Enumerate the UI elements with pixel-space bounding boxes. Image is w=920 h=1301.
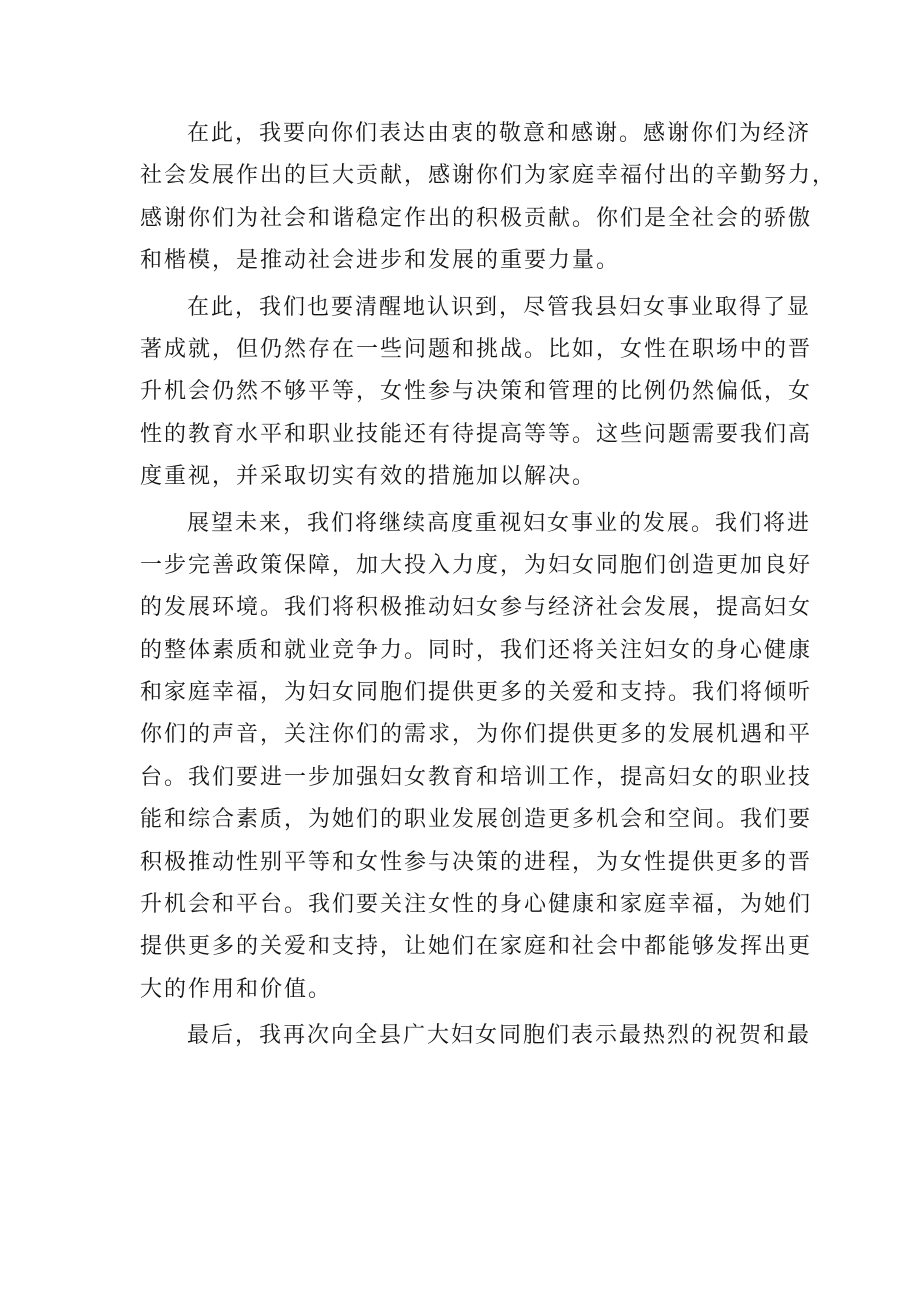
text-line: 在此，我们也要清醒地认识到，尽管我县妇女事业取得了显 <box>187 294 812 320</box>
text-line: 的发展环境。我们将积极推动妇女参与经济社会发展，提高妇女 <box>140 595 813 621</box>
text-line: 社会发展作出的巨大贡献，感谢你们为家庭幸福付出的辛勤努力， <box>140 163 837 189</box>
text-line: 升机会和平台。我们要关注女性的身心健康和家庭幸福，为她们 <box>140 892 813 918</box>
paragraph-3 <box>140 503 820 1012</box>
text-line: 一步完善政策保障，加大投入力度，为妇女同胞们创造更加良好 <box>140 552 813 578</box>
text-line: 感谢你们为社会和谐稳定作出的积极贡献。你们是全社会的骄傲 <box>140 205 813 231</box>
text-line: 和家庭幸福，为妇女同胞们提供更多的关爱和支持。我们将倾听 <box>140 680 813 706</box>
text-line: 著成就，但仍然存在一些问题和挑战。比如，女性在职场中的晋 <box>140 336 813 362</box>
text-line: 和楷模，是推动社会进步和发展的重要力量。 <box>140 248 621 274</box>
text-line: 台。我们要进一步加强妇女教育和培训工作，提高妇女的职业技 <box>140 764 813 790</box>
text-line: 的整体素质和就业竞争力。同时，我们还将关注妇女的身心健康 <box>140 637 813 663</box>
text-line: 大的作用和价值。 <box>140 976 333 1002</box>
text-line: 性的教育水平和职业技能还有待提高等等。这些问题需要我们高 <box>140 421 813 447</box>
document-body <box>140 113 837 1058</box>
text-line: 你们的声音，关注你们的需求，为你们提供更多的发展机遇和平 <box>140 722 813 748</box>
paragraph-1 <box>140 113 837 283</box>
text-line: 在此，我要向你们表达由衷的敬意和感谢。感谢你们为经济 <box>187 121 812 146</box>
paragraph-2 <box>140 287 820 499</box>
paragraph-4 <box>140 1015 820 1057</box>
text-line: 最后，我再次向全县广大妇女同胞们表示最热烈的祝贺和最 <box>187 1023 812 1049</box>
text-line: 能和综合素质，为她们的职业发展创造更多机会和空间。我们要 <box>140 807 813 833</box>
text-line: 度重视，并采取切实有效的措施加以解决。 <box>140 464 597 490</box>
text-line: 提供更多的关爱和支持，让她们在家庭和社会中都能够发挥出更 <box>140 934 813 960</box>
text-line: 积极推动性别平等和女性参与决策的进程，为女性提供更多的晋 <box>140 849 813 875</box>
text-line: 升机会仍然不够平等，女性参与决策和管理的比例仍然偏低，女 <box>140 379 813 405</box>
text-line: 展望未来，我们将继续高度重视妇女事业的发展。我们将进 <box>187 510 812 536</box>
